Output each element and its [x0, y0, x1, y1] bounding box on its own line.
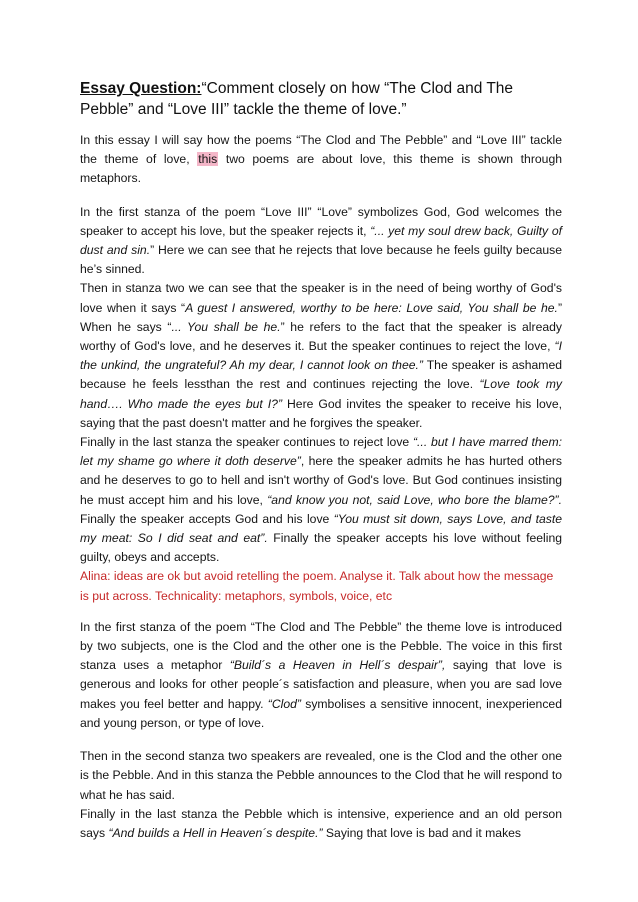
quotation: A guest I answered, worthy to be here: Love said, You shall be he. [185, 300, 558, 315]
clod-stanza2-paragraph: Then in the second stanza two speakers are revealed, one is the Clod and the other one is the Pebble. And in this stanza the Pebble announces to the Clod that he will respond to what he has said. [80, 749, 562, 802]
quotation: “... yet my soul drew back, Guilty of dust and sin. [80, 223, 562, 258]
highlighted-word: this [198, 152, 218, 167]
paragraph-text: symbolises a sensitive innocent, inexperienced and young person, or type of love. [80, 696, 562, 730]
clod-stanza1-paragraph [80, 618, 562, 733]
clod-stanza3-paragraph [80, 805, 562, 843]
quotation: “Clod” [267, 696, 301, 711]
essay-question-label: Essay Question: [80, 80, 202, 97]
paragraph-text: , here the speaker admits he has hurted others and he deserves to go to hell and isn't worthy of God's love. But God continues insisting he must accept him and his love, [80, 454, 562, 507]
paragraph-text: ” he refers to the fact that the speaker is already worthy of God's love, and he deserves it. But the speaker continues to reject the love, [80, 319, 563, 354]
paragraph-text: ” When he says “ [80, 300, 562, 334]
quotation: “And builds a Hell in Heaven´s despite.” [108, 825, 323, 840]
paragraph-text: saying that love is generous and looks for other people´s satisfaction and pleasure, when you are sad love makes you feel better and happy. [80, 658, 563, 711]
paragraph-text: Then in stanza two we can see that the speaker is in the need of being worthy of God's love when it says “ [80, 281, 562, 315]
intro-text: In this essay I will say how the poems “The Clod and The Pebble” and “Love III” tackle the theme of love, [80, 133, 562, 167]
paragraph-text: In the first stanza of the poem “Love III” “Love” symbolizes God, God welcomes the speaker to accept his love, but the speaker rejects it, [80, 204, 562, 238]
love3-stanza2-paragraph [80, 279, 562, 433]
love3-stanza3-paragraph [80, 433, 562, 567]
quotation: “You must sit down, says Love, and taste my meat: So I did seat and eat”. [80, 511, 562, 546]
essay-question-heading [80, 78, 560, 120]
quotation: “... but I have marred them: let my shame go where it doth deserve” [80, 435, 562, 469]
paragraph-text: Finally the speaker accepts God and his love [80, 511, 334, 526]
paragraph-text: Saying that love is bad and it makes [322, 825, 522, 840]
essay-body [80, 131, 562, 843]
paragraph-text: Finally the speaker accepts his love without feeling guilty, obeys and accepts. [80, 531, 562, 565]
teacher-comment: Alina: ideas are ok but avoid retelling the poem. Analyse it. Talk about how the message is put across. Technicality: metaphors, symbols, voice, etc [80, 569, 554, 603]
essay-question-text: “Comment closely on how “The Clod and The Pebble” and “Love III” tackle the theme of love.” [80, 80, 514, 118]
paragraph-text: ” Here we can see that he rejects that love because he feels guilty because he’s sinned. [80, 243, 562, 277]
intro-text-continued: two poems are about love, this theme is shown through metaphors. [80, 152, 562, 186]
quotation: ... You shall be he. [171, 319, 281, 334]
paragraph-text: Here God invites the speaker to receive his love, saying that the past doesn't matter and he forgives the speaker. [80, 396, 562, 430]
paragraph-text: Finally in the last stanza the Pebble which is intensive, experience and an old person says [80, 806, 562, 840]
paragraph-text: Finally in the last stanza the speaker continues to reject love [80, 435, 413, 450]
quotation: “and know you not, said Love, who bore the blame?”. [267, 492, 562, 507]
intro-paragraph [80, 131, 562, 189]
quotation: “I the unkind, the ungrateful? Ah my dear, I cannot look on thee.” [80, 339, 562, 373]
paragraph-text: The speaker is ashamed because he feels lessthan the rest and continues rejecting the love. [80, 358, 562, 392]
quotation: “Build´s a Heaven in Hell´s despair”, [229, 658, 446, 673]
paragraph-text: In the first stanza of the poem “The Clod and The Pebble” the theme love is introduced by two subjects, one is the Clod and the other one is the Pebble. The voice in this first stanza uses a metaphor [80, 619, 562, 673]
quotation: “Love took my hand…. Who made the eyes but I?” [80, 377, 562, 411]
love3-stanza1-paragraph [80, 203, 562, 280]
